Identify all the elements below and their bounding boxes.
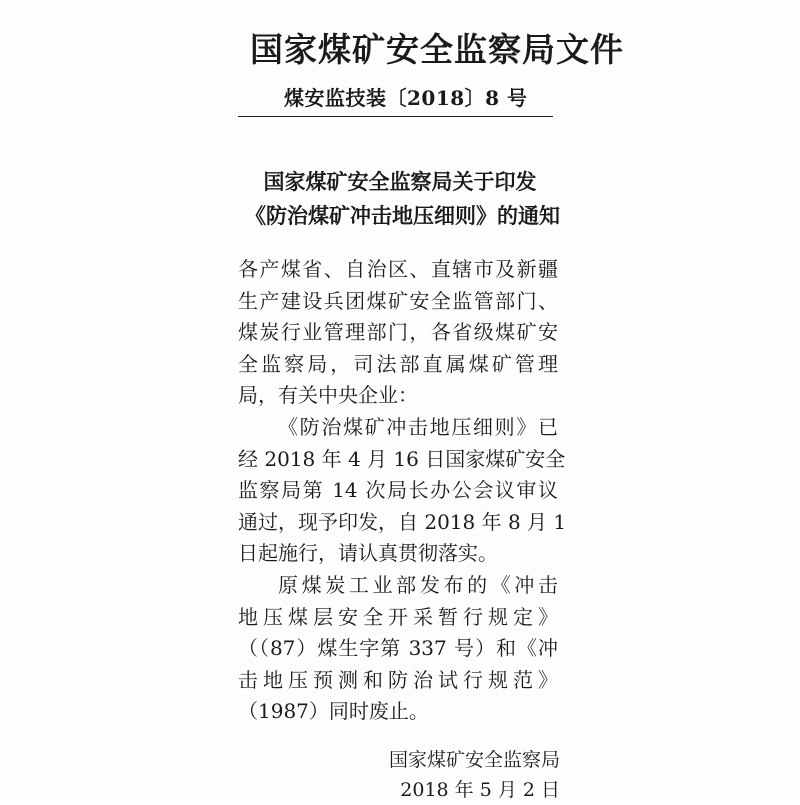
paragraph-2-line: 地压煤层安全开采暂行规定》 <box>238 604 558 629</box>
paragraph-2-line: （（87）煤生字第 337 号）和《冲 <box>238 636 558 661</box>
addressee-line: 全监察局，司法部直属煤矿管理 <box>238 351 558 376</box>
signature-block <box>360 745 560 805</box>
addressee-line: 局，有关中央企业： <box>238 383 418 408</box>
paragraph-2-line: 原煤炭工业部发布的《冲击 <box>278 572 558 597</box>
addressee-line: 生产建设兵团煤矿安全监管部门、 <box>238 288 558 313</box>
issuer-name: 国家煤矿安全监察局 <box>388 749 560 771</box>
notice-body <box>238 254 567 728</box>
notice-title-line-2: 《防治煤矿冲击地压细则》的通知 <box>245 203 560 228</box>
notice-title-line-1: 国家煤矿安全监察局关于印发 <box>263 169 537 194</box>
paragraph-1-line: 《防治煤矿冲击地压细则》已 <box>278 414 558 439</box>
paragraph-1-line: 日起施行，请认真贯彻落实。 <box>238 541 498 566</box>
issue-date: 2018 年 5 月 2 日 <box>400 779 560 801</box>
header-divider <box>238 116 553 117</box>
paragraph-1-line: 监察局第 14 次局长办公会议审议 <box>238 478 558 503</box>
paragraph-1-line: 经 2018 年 4 月 16 日国家煤矿安全 <box>238 446 566 471</box>
paragraph-1-line: 通过，现予印发，自 2018 年 8 月 1 <box>238 509 567 534</box>
notice-title <box>245 165 560 233</box>
addressee-line: 各产煤省、自治区、直辖市及新疆 <box>238 257 558 281</box>
addressee-line: 煤炭行业管理部门，各省级煤矿安 <box>238 320 558 345</box>
document-number: 煤安监技装〔2018〕8 号 <box>284 86 528 110</box>
document-header-title: 国家煤矿安全监察局文件 <box>250 30 624 69</box>
paragraph-2-line: 击地压预测和防治试行规范》 <box>238 667 558 692</box>
paragraph-2-line: （1987）同时废止。 <box>238 699 429 724</box>
